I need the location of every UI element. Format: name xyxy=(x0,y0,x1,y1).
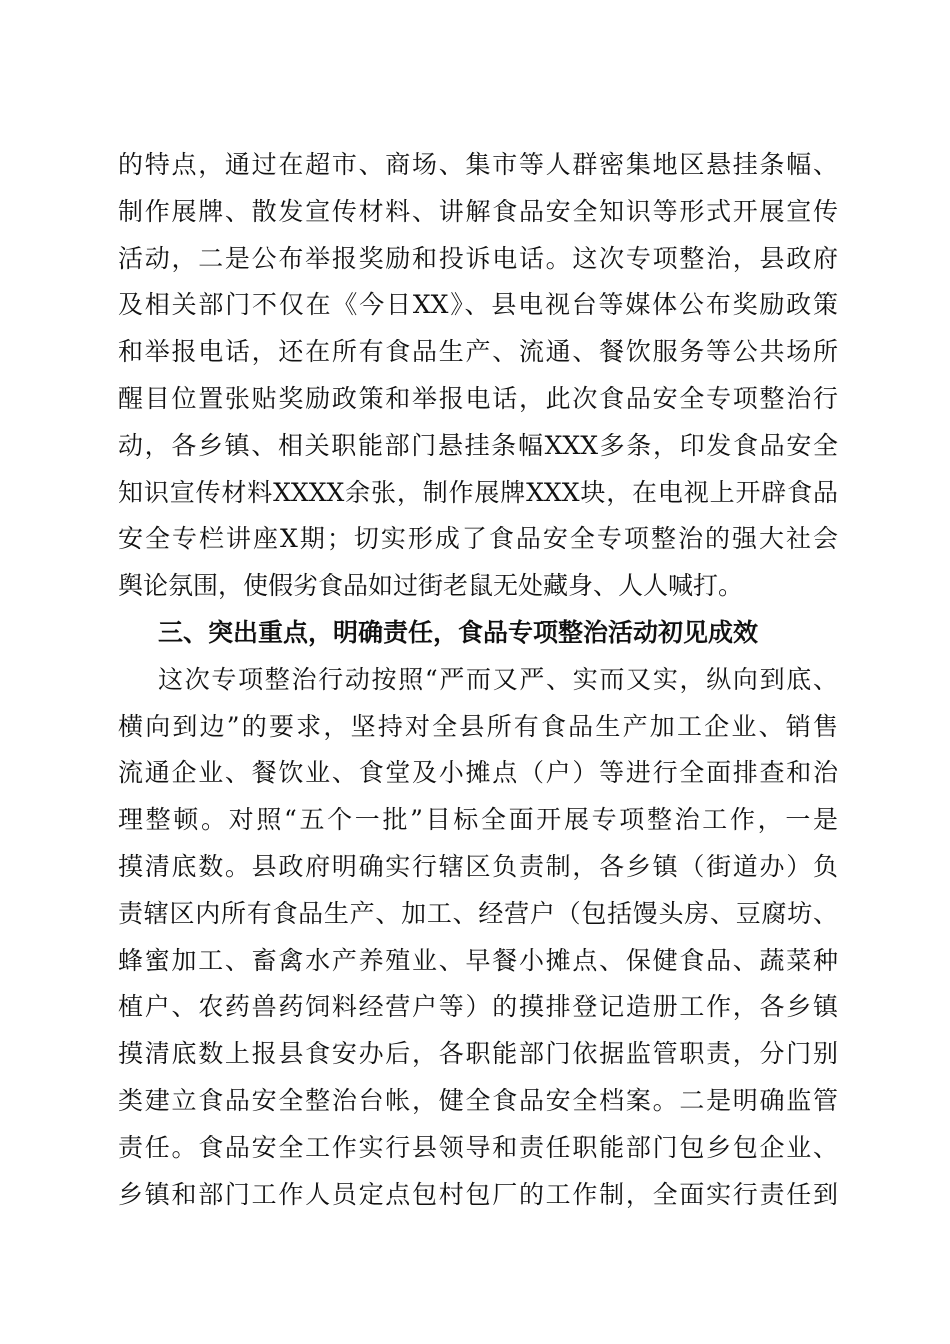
text-line: 舆论氛围，使假劣食品如过街老鼠无处藏身、人人喊打。 xyxy=(118,571,744,601)
text-line: 摸清底数上报县食安办后，各职能部门依据监管职责，分门别 xyxy=(118,1039,838,1069)
text-line: 流通企业、餐饮业、食堂及小摊点（户）等进行全面排查和治 xyxy=(118,758,838,788)
text-line: 和举报电话，还在所有食品生产、流通、餐饮服务等公共场所 xyxy=(118,337,838,367)
text-line: 理整顿。对照“五个一批”目标全面开展专项整治工作，一是 xyxy=(118,805,838,835)
text-line: 植户、农药兽药饲料经营户等）的摸排登记造册工作，各乡镇 xyxy=(118,992,838,1022)
text-line: 乡镇和部门工作人员定点包村包厂的工作制，全面实行责任到 xyxy=(118,1179,838,1209)
document-body xyxy=(118,142,838,1218)
text-line: 动，各乡镇、相关职能部门悬挂条幅XXX多条，印发食品安全 xyxy=(118,430,838,460)
section-heading: 三、突出重点，明确责任，食品专项整治活动初见成效 xyxy=(158,617,759,647)
text-line: 知识宣传材料XXXX余张，制作展牌XXX块，在电视上开辟食品 xyxy=(118,477,838,507)
text-line: 摸清底数。县政府明确实行辖区负责制，各乡镇（街道办）负 xyxy=(118,851,838,881)
text-line: 制作展牌、散发宣传材料、讲解食品安全知识等形式开展宣传 xyxy=(118,196,838,226)
text-line: 及相关部门不仅在《今日XX》、县电视台等媒体公布奖励政策 xyxy=(118,290,838,320)
paragraph-publicity xyxy=(118,142,838,610)
text-line: 责辖区内所有食品生产、加工、经营户（包括馒头房、豆腐坊、 xyxy=(118,898,838,928)
text-line: 责任。食品安全工作实行县领导和责任职能部门包乡包企业、 xyxy=(118,1132,838,1162)
text-line: 醒目位置张贴奖励政策和举报电话，此次食品安全专项整治行 xyxy=(118,383,838,413)
text-line: 类建立食品安全整治台帐，健全食品安全档案。二是明确监管 xyxy=(118,1085,838,1115)
text-line: 活动，二是公布举报奖励和投诉电话。这次专项整治，县政府 xyxy=(118,243,838,273)
paragraph-key-points xyxy=(118,657,838,1219)
text-line: 这次专项整治行动按照“严而又严、实而又实，纵向到底、 xyxy=(158,664,838,694)
text-line: 蜂蜜加工、畜禽水产养殖业、早餐小摊点、保健食品、蔬菜种 xyxy=(118,945,838,975)
text-line: 安全专栏讲座X期；切实形成了食品安全专项整治的强大社会 xyxy=(118,524,838,554)
text-line: 的特点，通过在超市、商场、集市等人群密集地区悬挂条幅、 xyxy=(118,150,838,179)
text-line: 横向到边”的要求，坚持对全县所有食品生产加工企业、销售 xyxy=(118,711,838,741)
